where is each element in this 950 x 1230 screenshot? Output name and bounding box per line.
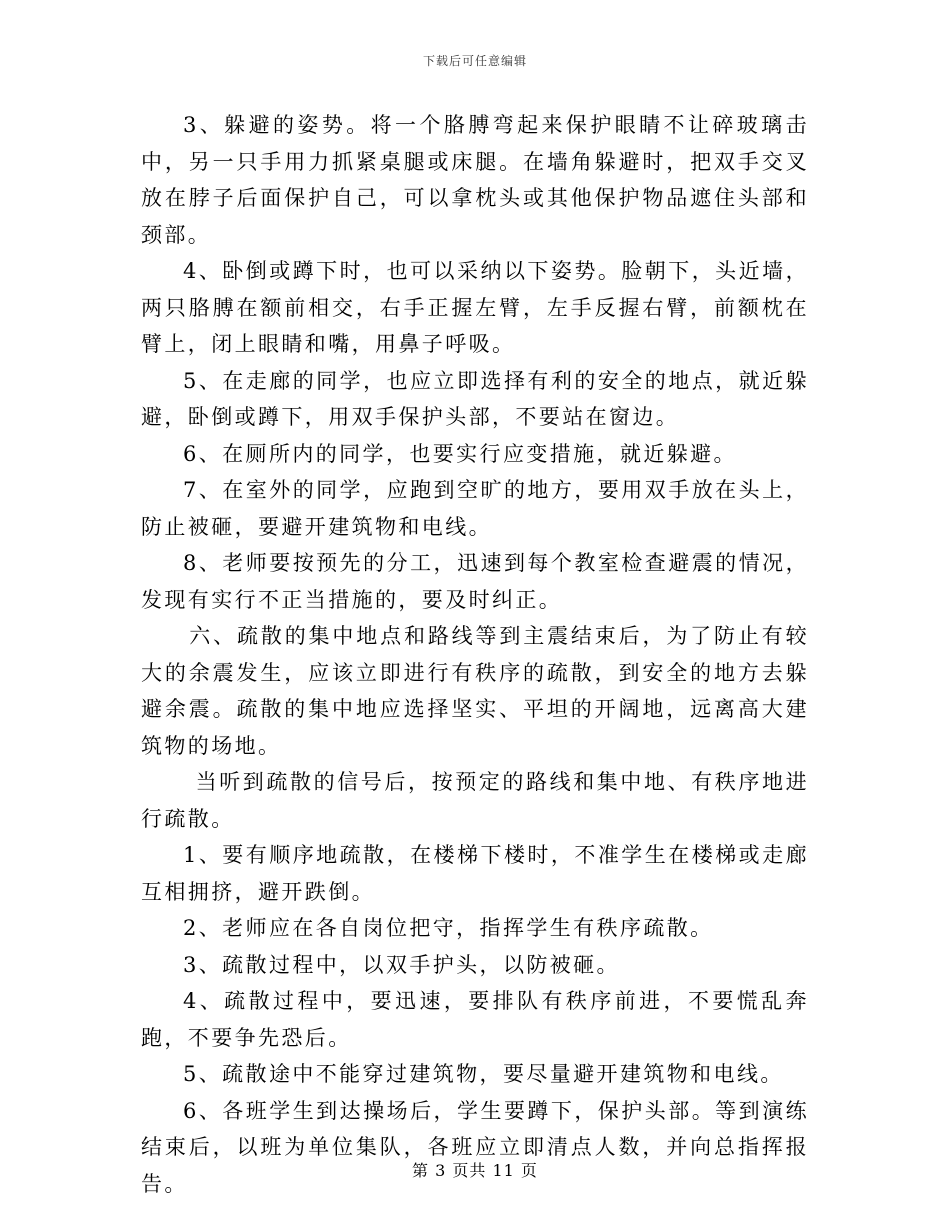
paragraph-orderly-evacuation: 1、要有顺序地疏散，在楼梯下楼时，不准学生在楼梯或走廊互相拥挤，避开跌倒。 <box>141 843 809 904</box>
paragraph-lying-posture: 4、卧倒或蹲下时，也可以采纳以下姿势。脸朝下，头近墙，两只胳膊在额前相交，右手正握左臂，左手反握右臂，前额枕在臂上，闭上眼睛和嘴，用鼻子呼吸。 <box>141 259 809 356</box>
paragraph-teacher-post: 2、老师应在各自岗位把守，指挥学生有秩序疏散。 <box>183 916 714 940</box>
paragraph-assembly-report: 6、各班学生到达操场后，学生要蹲下，保护头部。等到演练结束后，以班为单位集队，各班应立即清点人数，并向总指挥报告。 <box>141 1098 809 1196</box>
paragraph-evacuation-signal: 当听到疏散的信号后，按预定的路线和集中地、有秩序地进行疏散。 <box>141 770 809 831</box>
paragraph-protect-head: 3、疏散过程中，以双手护头，以防被砸。 <box>183 952 620 977</box>
paragraph-corridor: 5、在走廊的同学，也应立即选择有利的安全的地点，就近躲避，卧倒或蹲下，用双手保护头部，不要站在窗边。 <box>141 368 809 429</box>
paragraph-no-panic: 4、疏散过程中，要迅速，要排队有秩序前进，不要慌乱奔跑，不要争先恐后。 <box>141 989 809 1050</box>
paragraph-outdoor: 7、在室外的同学，应跑到空旷的地方，要用双手放在头上，防止被砸，要避开建筑物和电线。 <box>141 478 809 539</box>
document-body <box>141 107 809 1202</box>
paragraph-teacher-check: 8、老师要按预先的分工，迅速到每个教室检查避震的情况，发现有实行不正当措施的，要及时纠正。 <box>141 551 809 612</box>
page-number: 第 3 页共 11 页 <box>412 1161 538 1180</box>
paragraph-restroom: 6、在厕所内的同学，也要实行应变措施，就近躲避。 <box>183 441 737 466</box>
paragraph-evacuation-section: 六、疏散的集中地点和路线等到主震结束后，为了防止有较大的余震发生，应该立即进行有秩序的疏散，到安全的地方去躲避余震。疏散的集中地应选择坚实、平坦的开阔地，远离高大建筑物的场地。 <box>141 624 809 758</box>
paragraph-avoid-buildings: 5、疏散途中不能穿过建筑物，要尽量避开建筑物和电线。 <box>183 1062 784 1086</box>
paragraph-dodge-posture: 3、躲避的姿势。将一个胳膊弯起来保护眼睛不让碎玻璃击中，另一只手用力抓紧桌腿或床腿。在墙角躲避时，把双手交叉放在脖子后面保护自己，可以拿枕头或其他保护物品遮住头部和颈部。 <box>141 113 809 247</box>
page-header: 下载后可任意编辑 <box>422 54 527 68</box>
